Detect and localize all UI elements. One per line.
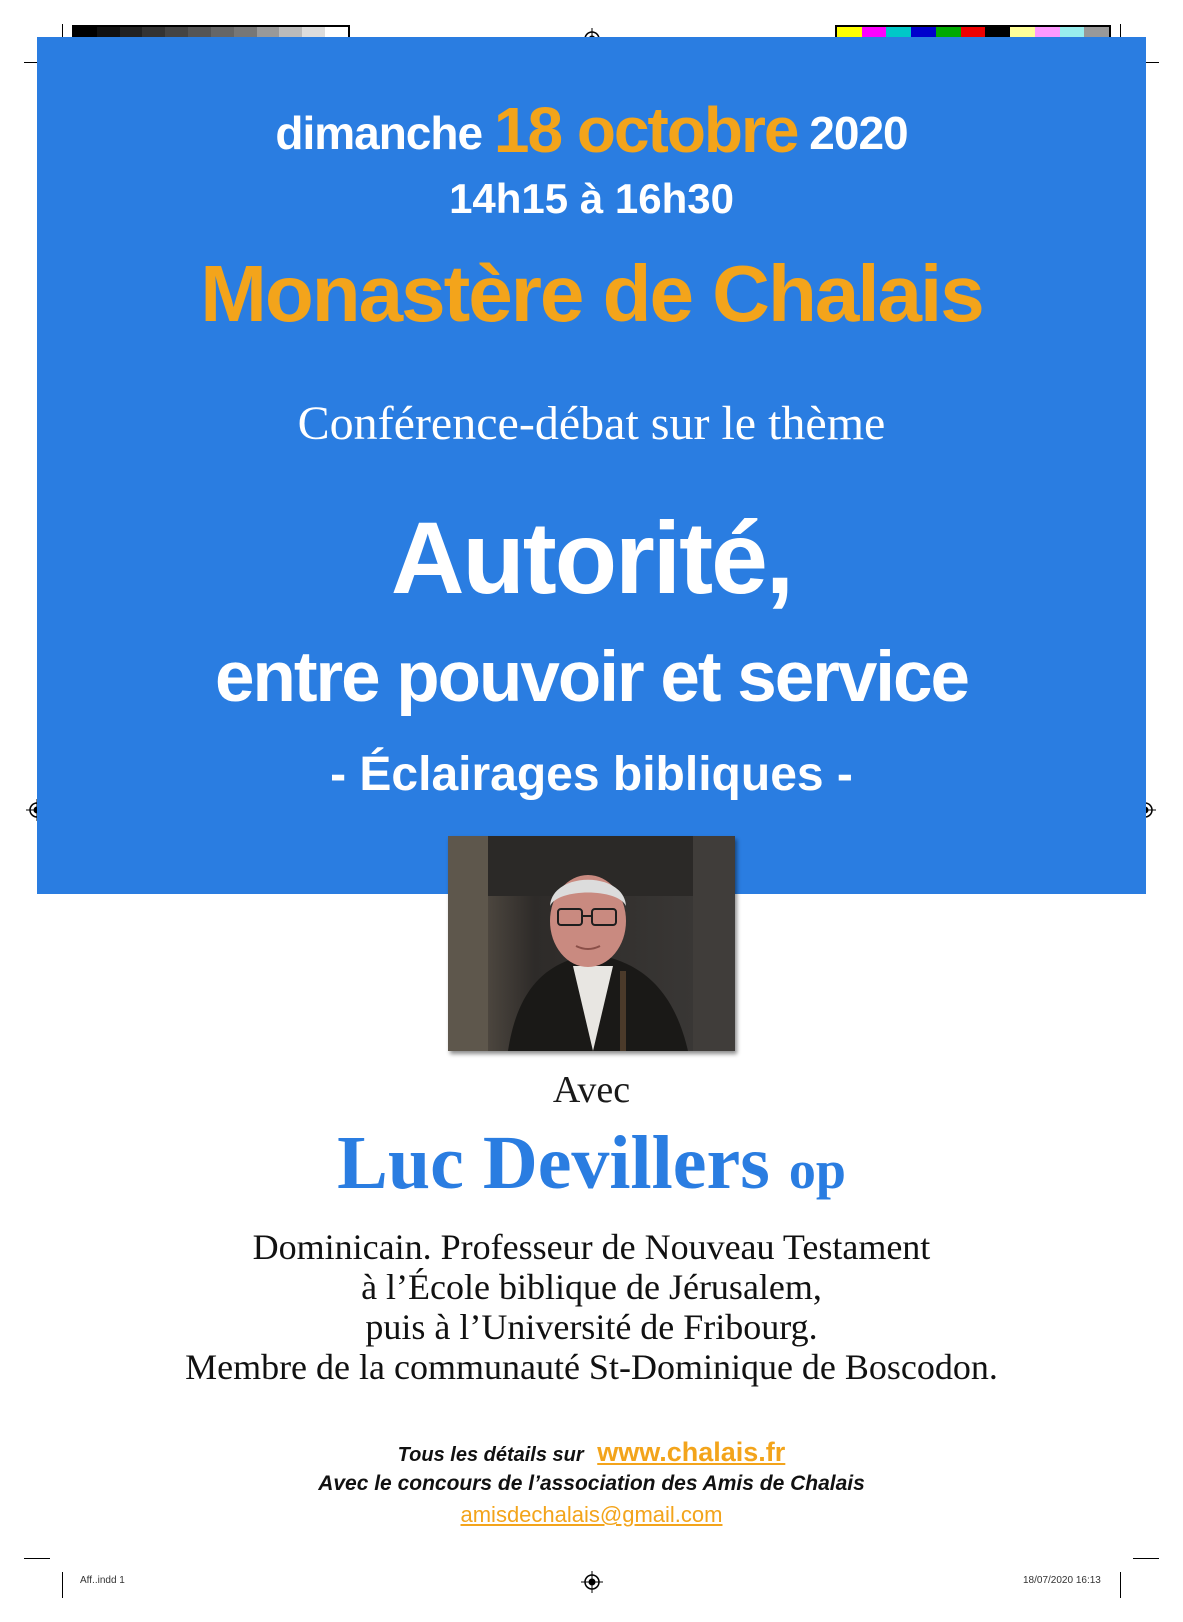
speaker-suffix: op bbox=[788, 1140, 846, 1200]
registration-mark-icon bbox=[581, 1571, 603, 1593]
print-slug-timestamp: 18/07/2020 16:13 bbox=[1023, 1575, 1101, 1586]
event-date bbox=[0, 93, 1183, 167]
event-time: 14h15 à 16h30 bbox=[449, 175, 734, 222]
conference-subtitle: - Éclairages bibliques - bbox=[330, 748, 853, 801]
speaker-name-text: Luc Devillers bbox=[337, 1121, 770, 1205]
crop-mark bbox=[1120, 1572, 1121, 1598]
speaker-with-label: Avec bbox=[552, 1069, 631, 1111]
details-label: Tous les détails sur bbox=[397, 1444, 584, 1466]
conference-intro: Conférence-débat sur le thème bbox=[297, 397, 886, 450]
website-link[interactable]: www.chalais.fr bbox=[597, 1437, 786, 1467]
details-line bbox=[0, 1437, 1183, 1468]
bio-line: Membre de la communauté St-Dominique de Boscodon. bbox=[185, 1347, 998, 1387]
speaker-photo bbox=[448, 836, 735, 1051]
association-credit: Avec le concours de l’association des Amis de Chalais bbox=[318, 1472, 865, 1495]
speaker-name bbox=[0, 1120, 1183, 1207]
bio-line: puis à l’Université de Fribourg. bbox=[365, 1307, 818, 1347]
event-venue: Monastère de Chalais bbox=[200, 249, 983, 338]
conference-title-line2: entre pouvoir et service bbox=[214, 638, 969, 717]
speaker-bio bbox=[0, 1227, 1183, 1387]
conference-title-line1: Autorité, bbox=[390, 501, 793, 615]
bio-line: à l’École biblique de Jérusalem, bbox=[361, 1267, 822, 1307]
event-weekday: dimanche bbox=[275, 107, 483, 159]
bio-line: Dominicain. Professeur de Nouveau Testament bbox=[252, 1227, 931, 1267]
crop-mark bbox=[24, 1558, 50, 1559]
email-link[interactable]: amisdechalais@gmail.com bbox=[460, 1502, 723, 1527]
event-day-month: 18 octobre bbox=[493, 94, 798, 166]
crop-mark bbox=[62, 1572, 63, 1598]
print-slug-file: Aff..indd 1 bbox=[80, 1575, 125, 1586]
event-year: 2020 bbox=[809, 107, 908, 159]
crop-mark bbox=[1133, 1558, 1159, 1559]
